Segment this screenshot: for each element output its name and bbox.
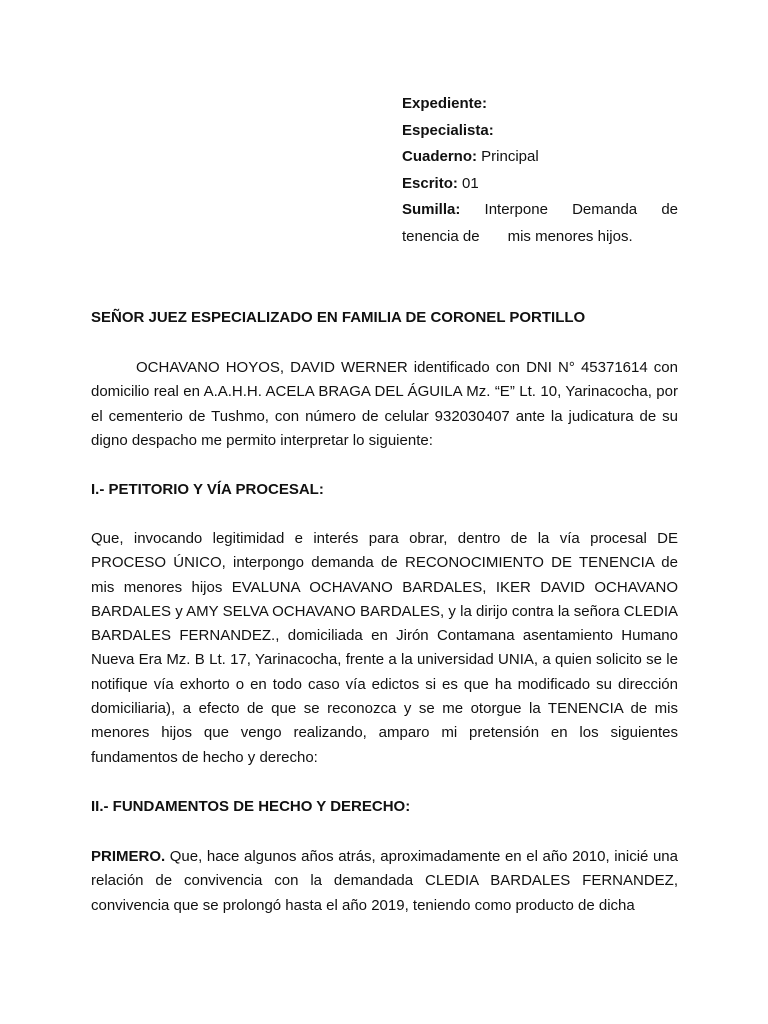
expediente-label: Expediente: xyxy=(402,95,488,112)
primero-text: Que, hace algunos años atrás, aproximadamente en el año 2010, inicié una relación de convivencia con la demandada CLEDIA BARDALES FERNANDEZ, convivencia que se prolongó hasta el año 2019, teniendo como producto de dicha xyxy=(91,848,678,914)
escrito-line xyxy=(402,171,678,198)
section2-title: II.- FUNDAMENTOS DE HECHO Y DERECHO: xyxy=(91,798,411,815)
expediente-line xyxy=(402,91,678,118)
sumilla-line-2 xyxy=(402,224,678,251)
cuaderno-label: Cuaderno: xyxy=(402,148,477,165)
sumilla-line2-b: mis menores hijos. xyxy=(507,227,633,245)
sumilla-line2-a: tenencia de xyxy=(402,227,480,245)
especialista-line xyxy=(402,118,678,145)
especialista-label: Especialista: xyxy=(402,121,494,139)
intro-paragraph: OCHAVANO HOYOS, DAVID WERNER identificado con DNI N° 45371614 con domicilio real en A.A.H.H. ACELA BRAGA DEL ÁGUILA Mz. “E” Lt. 10, Yarinacocha, por el cementerio de Tushmo, con número de celular 932030407 ante la judicatura de su digno despacho me permito interpretar lo siguiente: xyxy=(91,359,678,449)
section1-paragraph: Que, invocando legitimidad e interés para obrar, dentro de la vía procesal DE PROCESO ÚNICO, interpongo demanda de RECONOCIMIENTO DE TENENCIA de mis menores hijos EVALUNA OCHAVANO BARDALES, IKER DAVID OCHAVANO BARDALES y AMY SELVA OCHAVANO BARDALES, y la dirijo contra la señora CLEDIA BARDALES FERNANDEZ., domiciliada en Jirón Contamana asentamiento Humano Nueva Era Mz. B Lt. 17, Yarinacocha, frente a la universidad UNIA, a quien solicito se le notifique vía exhorto o en todo caso vía edictos si es que ha modificado su dirección domiciliaria), a efecto de que se reconozca y se me otorgue la TENENCIA de mis menores hijos que vengo realizando, amparo mi pretensión en los siguientes fundamentos de hecho y derecho: xyxy=(91,530,678,766)
sumilla-word-1: Interpone xyxy=(484,201,548,218)
escrito-value: 01 xyxy=(462,174,479,192)
cuaderno-value: Principal xyxy=(481,148,539,165)
addressee-heading: SEÑOR JUEZ ESPECIALIZADO EN FAMILIA DE CORONEL PORTILLO xyxy=(91,309,586,326)
section1-title: I.- PETITORIO Y VÍA PROCESAL: xyxy=(91,481,324,498)
case-header xyxy=(402,91,678,250)
primero-label: PRIMERO. xyxy=(91,848,166,865)
primero-paragraph xyxy=(91,845,678,918)
sumilla-label: Sumilla: xyxy=(402,201,461,218)
escrito-label: Escrito: xyxy=(402,174,458,192)
sumilla-word-2: Demanda xyxy=(572,201,638,218)
sumilla-word-3: de xyxy=(661,201,678,218)
cuaderno-line xyxy=(402,144,678,171)
sumilla-line xyxy=(402,197,678,224)
